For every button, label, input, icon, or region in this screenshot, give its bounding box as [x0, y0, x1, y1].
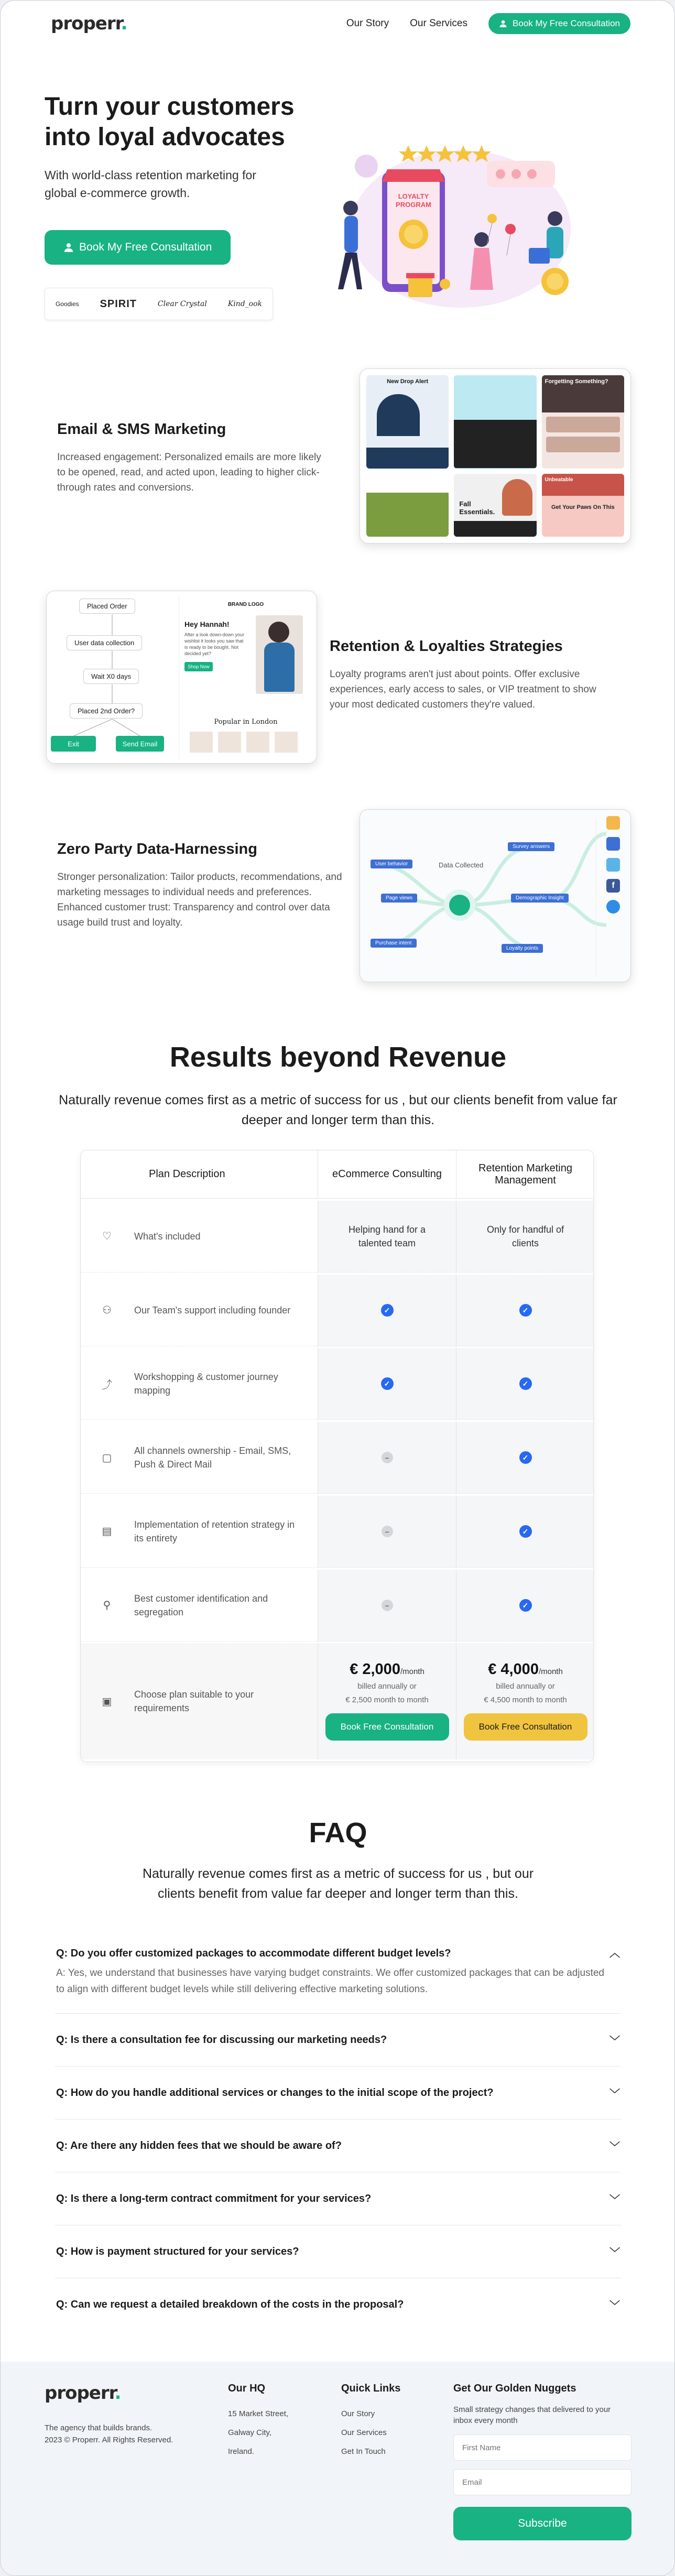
- check-icon: ✓: [519, 1304, 532, 1317]
- email-tile-title: New Drop Alert: [387, 378, 429, 385]
- pricing-row-label: Workshopping & customer journey mapping: [134, 1372, 278, 1396]
- faq-section: [1, 1817, 675, 1904]
- email-tile-title: Get Your Paws On This: [551, 504, 615, 510]
- pricing-row-label: All channels ownership - Email, SMS, Push & Direct Mail: [134, 1445, 291, 1470]
- email-tile-title: Fall Essentials.: [459, 499, 495, 516]
- plan-ecommerce: [318, 1643, 456, 1759]
- email-tile: [366, 474, 449, 537]
- pricing-cell-text: Only for handful of clients: [486, 1224, 564, 1248]
- flow-connectors: [47, 591, 178, 764]
- faq-question-text: Q: How is payment structured for your services?: [56, 2245, 299, 2257]
- svg-text:PROGRAM: PROGRAM: [396, 201, 431, 209]
- footer-address-line: Ireland.: [228, 2447, 255, 2456]
- email-body: After a look down-down your wishlist it looks you saw that is ready to be bought. Not decided yet?: [184, 632, 245, 656]
- footer-quick-links: [341, 2383, 400, 2466]
- route-icon: ⤴: [102, 1379, 112, 1391]
- faq-question[interactable]: [56, 2067, 620, 2119]
- footer-newsletter-title: Get Our Golden Nuggets: [453, 2383, 576, 2394]
- email-tile: [366, 375, 449, 469]
- flow-diagram: [47, 591, 178, 764]
- email-templates-mockup: [360, 368, 631, 544]
- faq-question[interactable]: [56, 2172, 620, 2225]
- zendesk-icon: [606, 858, 620, 872]
- pricing-row: [81, 1570, 318, 1642]
- email-preview: [179, 596, 312, 759]
- subscribe-button[interactable]: Subscribe: [453, 2507, 632, 2540]
- data-tag: Survey answers: [508, 842, 554, 851]
- check-icon: ✓: [519, 1377, 532, 1390]
- klaviyo-icon: [606, 837, 620, 851]
- pricing-row-label: Choose plan suitable to your requirements: [134, 1689, 254, 1714]
- footer-link-our-story[interactable]: Our Story: [341, 2409, 375, 2418]
- pricing-cell: [318, 1275, 456, 1346]
- footer-brand: [45, 2383, 173, 2444]
- pricing-plan-row: [81, 1643, 318, 1759]
- chevron-down-icon: ﹀: [609, 2194, 620, 2206]
- flow-node: Send Email: [116, 736, 164, 752]
- faq-question-text: Q: Are there any hidden fees that we should be aware of?: [56, 2139, 342, 2151]
- email-tile: [542, 474, 624, 537]
- faq-list: [55, 1934, 621, 2331]
- pricing-cell: [456, 1348, 594, 1420]
- footer-hq-title: Our HQ: [228, 2383, 266, 2394]
- footer-link-get-in-touch[interactable]: Get In Touch: [341, 2447, 386, 2456]
- email-tile-title: Unbeatable: [542, 474, 624, 496]
- user-search-icon: ⚲: [103, 1600, 111, 1611]
- feature-retention-loyalty: [1, 591, 675, 764]
- pricing-row: [81, 1496, 318, 1568]
- flow-node: Placed 2nd Order?: [70, 703, 143, 719]
- results-title: Results beyond Revenue: [169, 1041, 507, 1073]
- book-ecommerce-button[interactable]: Book Free Consultation: [325, 1713, 449, 1741]
- top-nav: [1, 1, 674, 47]
- book-retention-button[interactable]: Book Free Consultation: [464, 1713, 587, 1741]
- pricing-cell: [456, 1422, 594, 1494]
- faq-question[interactable]: [56, 2014, 620, 2066]
- hero-subtitle: With world-class retention marketing for global e-commerce growth.: [45, 168, 256, 200]
- pricing-row: [81, 1348, 318, 1420]
- feature-title: Email & SMS Marketing: [57, 421, 226, 438]
- pricing-cell: [318, 1570, 456, 1642]
- pricing-cell: [456, 1570, 594, 1642]
- results-section: [1, 1041, 675, 1130]
- faq-question[interactable]: [56, 2225, 620, 2278]
- flow-node: Wait X0 days: [83, 669, 139, 684]
- chevron-up-icon: ︿: [609, 1948, 620, 1959]
- plan-price: [350, 1662, 424, 1679]
- minus-icon: –: [382, 1526, 393, 1537]
- feature-body-2: Enhanced customer trust: Transparency and control over data usage build trust and loyalty.: [57, 902, 330, 928]
- plan-alt-price: € 2,500 month to month: [345, 1695, 429, 1704]
- check-icon: ✓: [519, 1525, 532, 1538]
- footer: [1, 2362, 675, 2576]
- plan-price-value: € 4,000: [488, 1660, 539, 1678]
- chat-icon: ▢: [102, 1452, 112, 1464]
- data-center-label: Data Collected: [439, 861, 484, 869]
- faq-item: [55, 2225, 621, 2278]
- nav-consultation-label: Book My Free Consultation: [512, 18, 620, 28]
- pricing-header-ecommerce: eCommerce Consulting: [318, 1150, 456, 1199]
- email-tile: [542, 375, 624, 469]
- pricing-row-label: Our Team's support including founder: [134, 1305, 291, 1316]
- faq-question[interactable]: [56, 2278, 620, 2331]
- faq-title: FAQ: [309, 1817, 367, 1849]
- email-tile: [454, 375, 536, 469]
- pricing-header-description: Plan Description: [81, 1150, 318, 1199]
- data-sources: [602, 816, 624, 914]
- faq-item: [55, 1934, 621, 2014]
- heart-hand-icon: ♡: [102, 1231, 112, 1243]
- feature-body: Increased engagement: Personalized emails are more likely to be opened, read, and acted upon, leading to higher click-through rates and conversions.: [57, 452, 321, 493]
- footer-hq: [228, 2383, 288, 2466]
- faq-item: [55, 2014, 621, 2067]
- plan-price: [488, 1662, 563, 1679]
- faq-question-text: Q: Is there a consultation fee for discussing our marketing needs?: [56, 2034, 387, 2046]
- footer-address-line: 15 Market Street,: [228, 2409, 289, 2418]
- pricing-row-label: Implementation of retention strategy in its entirety: [134, 1519, 295, 1544]
- hero-section: [1, 47, 674, 319]
- brand-logo-goodies: Goodies: [55, 300, 79, 308]
- results-subtitle: Naturally revenue comes first as a metric of success for us , but our clients benefit from value far deeper and longer term than this.: [59, 1093, 617, 1127]
- brand-logo-clear-crystal: Clear Crystal: [157, 300, 207, 308]
- feature-title: Retention & Loyalties Strategies: [330, 638, 563, 655]
- user-icon: [499, 19, 507, 28]
- nav-link-our-services[interactable]: Our Services: [410, 18, 467, 29]
- pricing-cell: [318, 1348, 456, 1420]
- brand-logo-spirit: SPIRIT: [100, 298, 137, 310]
- pricing-cell-text: Helping hand for a talented team: [348, 1224, 426, 1248]
- email-input[interactable]: [453, 2469, 632, 2495]
- email-tile-title: Forgetting Something?: [542, 375, 624, 412]
- faq-question[interactable]: [56, 1934, 620, 1960]
- email-footer: Popular in London: [214, 718, 278, 726]
- email-greeting: Hey Hannah!: [184, 620, 230, 628]
- faq-item: [55, 2067, 621, 2120]
- check-icon: ✓: [381, 1377, 394, 1390]
- pricing-cell: [456, 1275, 594, 1346]
- data-tag: Purchase intent: [371, 939, 417, 948]
- pricing-cell: [318, 1496, 456, 1568]
- minus-icon: –: [382, 1600, 393, 1611]
- chevron-down-icon: ﹀: [609, 2035, 620, 2047]
- nav-links: [346, 13, 630, 34]
- flow-node: Placed Order: [79, 599, 135, 614]
- feature-body: Loyalty programs aren't just about points. Offer exclusive experiences, early access to sales, or VIP treatment to show your most dedicated customers they're valued.: [330, 669, 596, 710]
- plan-price-period: /month: [538, 1667, 563, 1676]
- document-icon: ▤: [102, 1526, 112, 1538]
- pricing-row: [81, 1201, 318, 1273]
- shopify-icon: [606, 816, 620, 830]
- footer-copyright: 2023 © Properr. All Rights Reserved.: [45, 2436, 173, 2444]
- check-icon: ✓: [381, 1304, 394, 1317]
- faq-item: [55, 2172, 621, 2225]
- faq-question-text: Q: How do you handle additional services or changes to the initial scope of the project?: [56, 2086, 494, 2099]
- footer-link-our-services[interactable]: Our Services: [341, 2428, 387, 2437]
- footer-logo[interactable]: properr.: [45, 2383, 121, 2404]
- plan-retention: [456, 1643, 594, 1759]
- pricing-row: [81, 1275, 318, 1346]
- plan-price-period: /month: [400, 1667, 424, 1676]
- feature-email-sms: [1, 368, 675, 589]
- nav-link-our-story[interactable]: Our Story: [346, 18, 389, 29]
- footer-links-title: Quick Links: [341, 2383, 401, 2394]
- loyalty-program-illustration: [330, 129, 576, 323]
- data-collection-mockup: [360, 809, 631, 982]
- brand-logos: [45, 288, 273, 320]
- faq-item: [55, 2120, 621, 2172]
- svg-text:LOYALTY: LOYALTY: [398, 192, 429, 200]
- nav-consultation-button[interactable]: [488, 13, 630, 34]
- pricing-row: [81, 1422, 318, 1494]
- faq-question-text: Q: Do you offer customized packages to accommodate different budget levels?: [56, 1948, 451, 1959]
- salesforce-icon: [606, 900, 620, 914]
- chevron-down-icon: ﹀: [609, 2141, 620, 2153]
- pricing-table: [80, 1150, 594, 1762]
- pricing-cell: [456, 1496, 594, 1568]
- footer-tagline: The agency that builds brands.: [45, 2423, 153, 2432]
- faq-question-text: Q: Is there a long-term contract commitment for your services?: [56, 2192, 372, 2204]
- flow-node: User data collection: [67, 635, 142, 650]
- plan-alt-price: € 4,500 month to month: [484, 1695, 567, 1704]
- faq-question-text: Q: Can we request a detailed breakdown of the costs in the proposal?: [56, 2298, 404, 2310]
- first-name-input[interactable]: [453, 2434, 632, 2461]
- pricing-cell: [318, 1201, 456, 1273]
- pricing-header-retention: Retention Marketing Management: [456, 1150, 594, 1199]
- footer-address-line: Galway City,: [228, 2428, 272, 2437]
- plan-billed: billed annually or: [496, 1681, 555, 1691]
- footer-newsletter: [453, 2383, 632, 2540]
- email-tile: [454, 474, 536, 537]
- email-shop-button: Shop Now: [184, 662, 213, 671]
- data-tag: User behavior: [371, 860, 412, 868]
- chevron-down-icon: ﹀: [609, 2300, 620, 2312]
- brand-logo-kindook: Kind_ook: [227, 300, 263, 308]
- chevron-down-icon: ﹀: [609, 2247, 620, 2259]
- plan-price-value: € 2,000: [350, 1660, 400, 1678]
- journey-flow-mockup: [46, 591, 317, 764]
- feature-body: Stronger personalization: Tailor products, recommendations, and marketing messages to individual needs and preferences.: [57, 872, 342, 898]
- hero-consultation-label: Book My Free Consultation: [79, 241, 212, 253]
- email-brand: BRAND LOGO: [227, 602, 264, 607]
- data-tag: Loyalty points: [502, 944, 543, 953]
- footer-newsletter-desc: Small strategy changes that delivered to your inbox every month: [453, 2405, 611, 2425]
- pricing-row-label: Best customer identification and segregation: [134, 1593, 268, 1617]
- pricing-cell: [456, 1201, 594, 1273]
- facebook-icon: f: [606, 879, 620, 893]
- minus-icon: –: [382, 1452, 393, 1463]
- feature-title: Zero Party Data-Harnessing: [57, 841, 257, 857]
- hero-title: Turn your customers into loyal advocates: [45, 93, 295, 151]
- data-tag: Demographic Insight: [511, 894, 569, 903]
- faq-item: [55, 2278, 621, 2331]
- plan-billed: billed annually or: [357, 1681, 417, 1691]
- flow-node: Exit: [51, 736, 96, 752]
- check-icon: ✓: [519, 1451, 532, 1464]
- check-icon: ✓: [519, 1599, 532, 1612]
- hero-consultation-button[interactable]: [45, 230, 231, 265]
- team-icon: ⚇: [102, 1305, 112, 1316]
- faq-subtitle: Naturally revenue comes first as a metric of success for us , but our clients benefit from value far deeper and longer term than this.: [142, 1866, 534, 1901]
- data-tag: Page views: [381, 894, 417, 903]
- feature-zero-party-data: [1, 809, 675, 982]
- clipboard-icon: ▣: [102, 1695, 112, 1708]
- faq-question[interactable]: [56, 2120, 620, 2172]
- chevron-down-icon: ﹀: [609, 2088, 620, 2100]
- pricing-cell: [318, 1422, 456, 1494]
- logo[interactable]: properr.: [51, 13, 127, 34]
- faq-answer: A: Yes, we understand that businesses have varying budget constraints. We offer customized packages that can be adjusted to align with different budget levels while still delivering effective marketing solutions.: [56, 1968, 605, 1995]
- user-icon: [63, 242, 74, 253]
- pricing-row-label: What's included: [134, 1231, 201, 1242]
